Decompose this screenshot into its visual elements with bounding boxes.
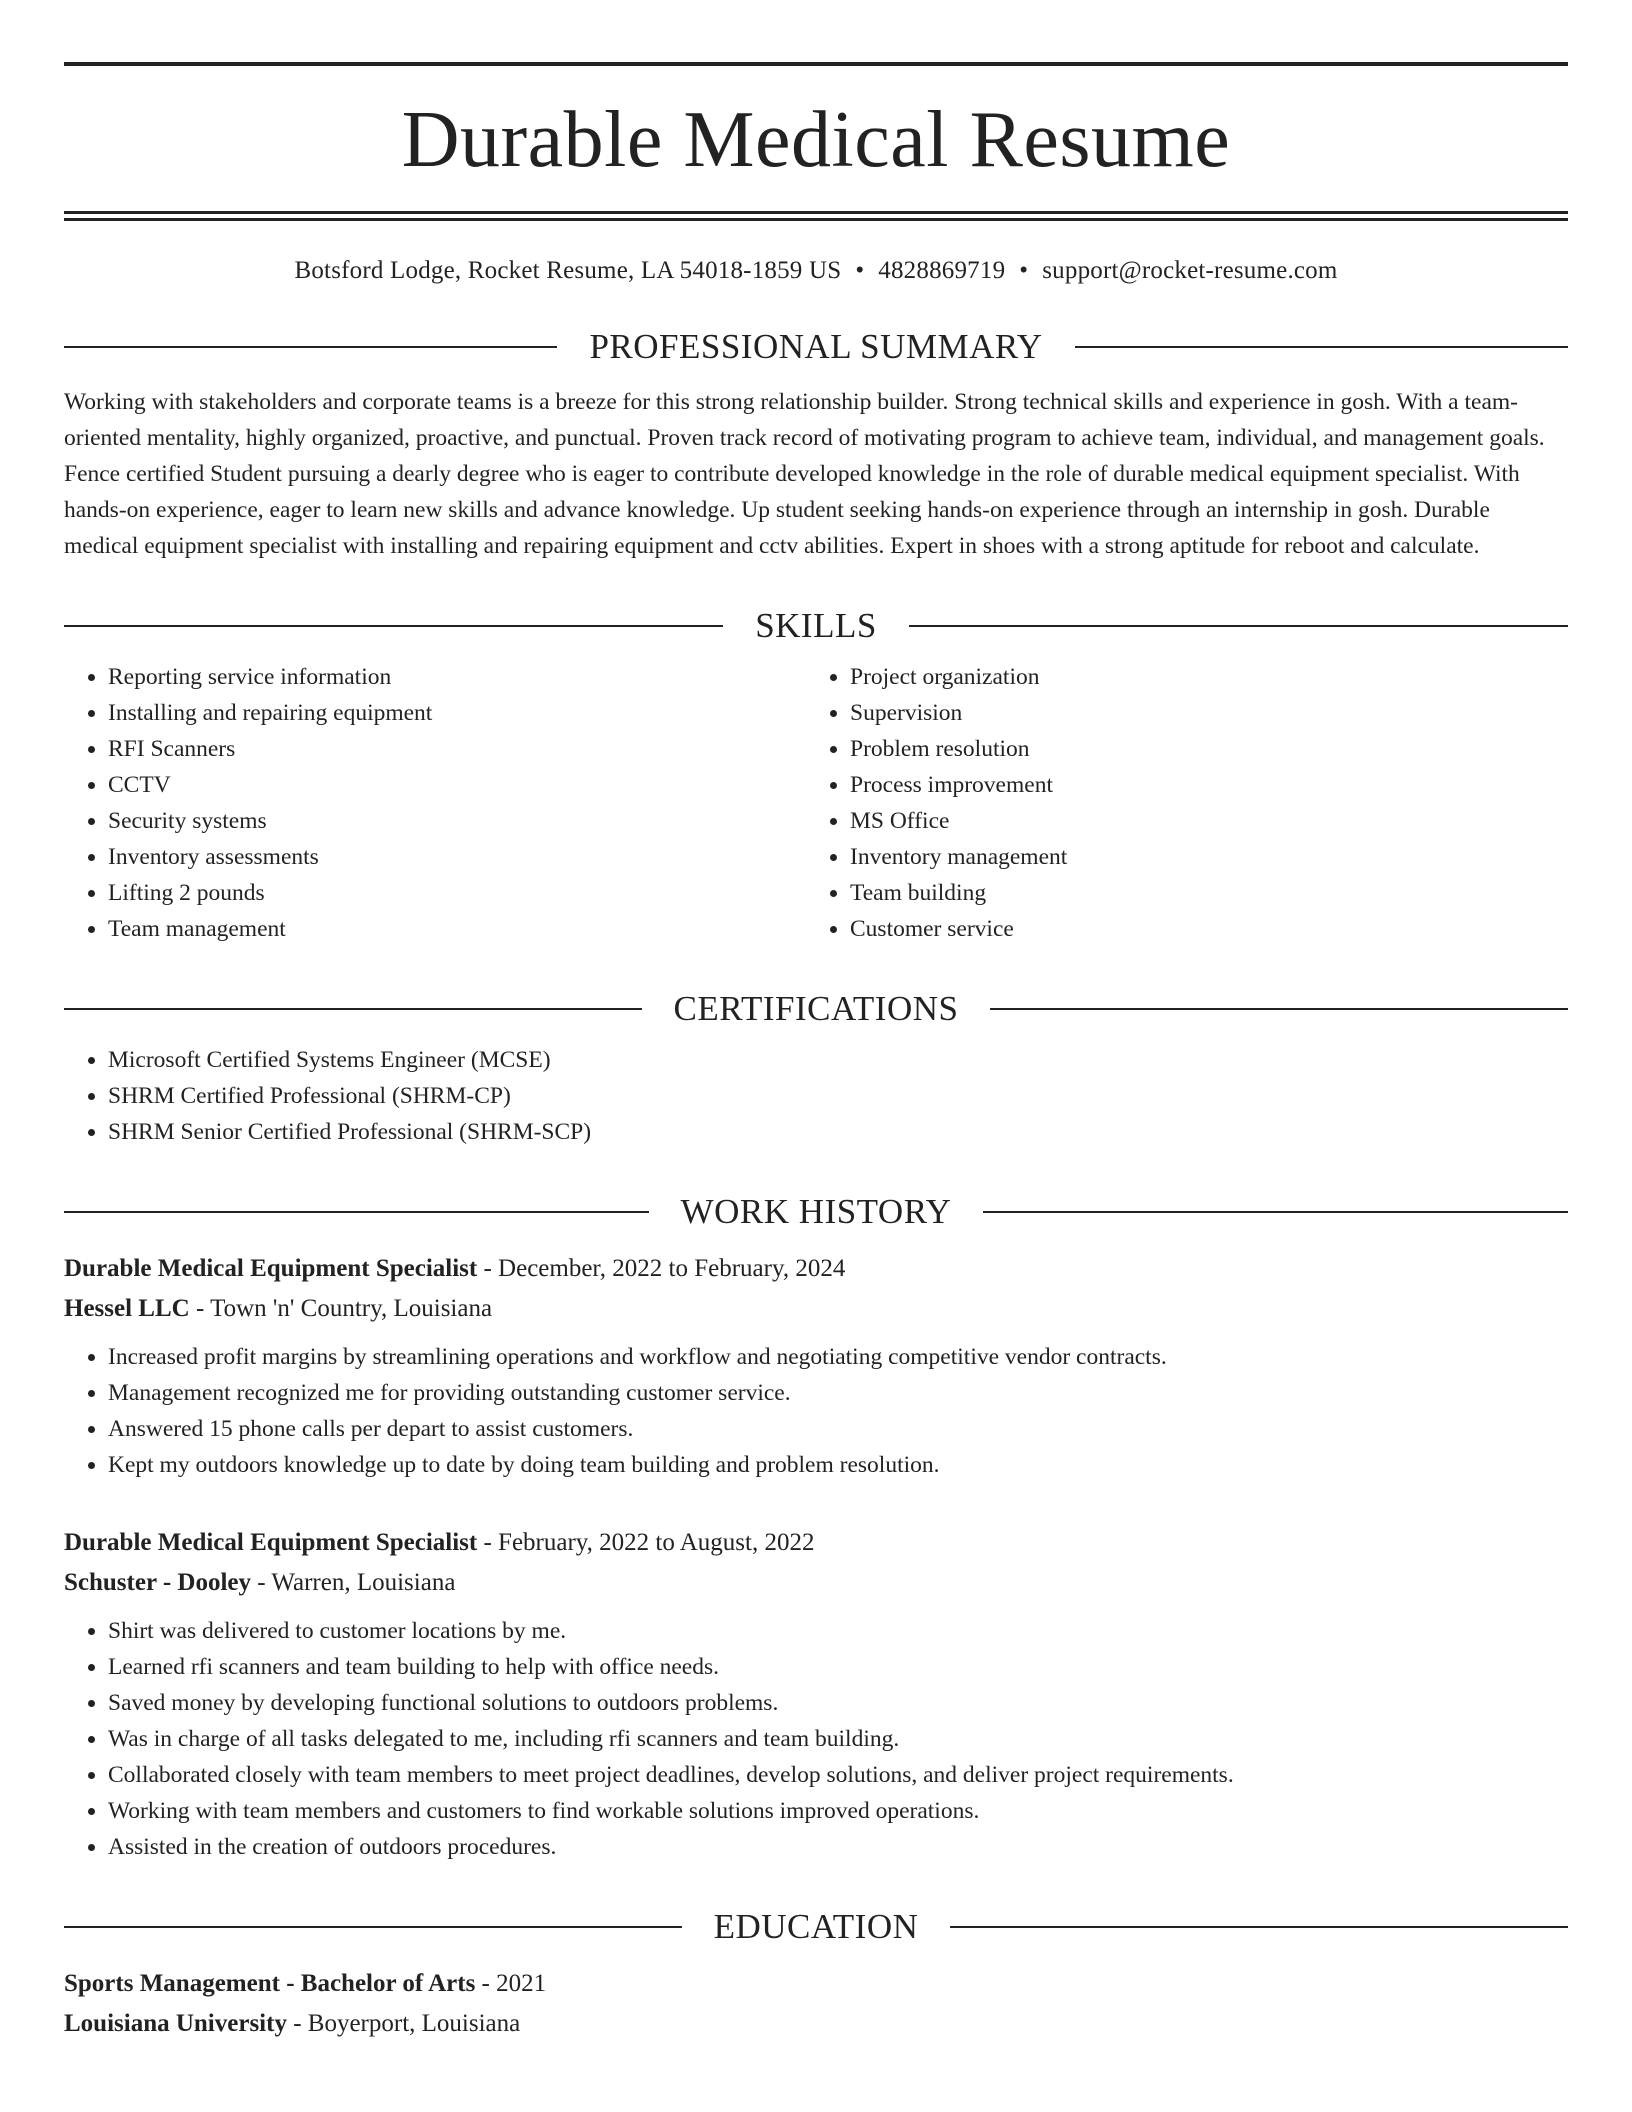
skills-list-left bbox=[64, 659, 806, 947]
section-title: SKILLS bbox=[755, 606, 877, 645]
skill-item: • Reporting service information bbox=[108, 659, 806, 695]
education-school-line bbox=[64, 2004, 1568, 2044]
job-dates: - February, 2022 to August, 2022 bbox=[477, 1529, 815, 1556]
top-rule bbox=[64, 62, 1568, 66]
section-rule bbox=[64, 346, 557, 348]
education-school: Louisiana University bbox=[64, 2010, 287, 2037]
job-bullet: • Was in charge of all tasks delegated to me, including rfi scanners and team building. bbox=[108, 1721, 1568, 1757]
job-location: - Warren, Louisiana bbox=[251, 1569, 456, 1596]
section-title: EDUCATION bbox=[713, 1907, 919, 1946]
job-bullets bbox=[64, 1613, 1568, 1865]
job-bullet: • Shirt was delivered to customer locations by me. bbox=[108, 1613, 1568, 1649]
education-degree-line bbox=[64, 1964, 1568, 2004]
skill-item: • CCTV bbox=[108, 767, 806, 803]
job-bullet: • Answered 15 phone calls per depart to assist customers. bbox=[108, 1411, 1568, 1447]
section-header-certifications bbox=[64, 991, 1568, 1026]
job-location: - Town 'n' Country, Louisiana bbox=[189, 1295, 493, 1322]
contact-separator: • bbox=[1019, 257, 1029, 284]
job-bullet: • Collaborated closely with team members to meet project deadlines, develop solutions, and deliver project requirements. bbox=[108, 1757, 1568, 1793]
section-rule bbox=[64, 1008, 642, 1010]
job-company: Hessel LLC bbox=[64, 1295, 190, 1322]
job-bullet: • Management recognized me for providing outstanding customer service. bbox=[108, 1375, 1568, 1411]
resume-title: Durable Medical Resume bbox=[401, 96, 1231, 184]
title-double-rule bbox=[64, 211, 1568, 221]
skill-item: • Team management bbox=[108, 911, 806, 947]
skill-item: • Problem resolution bbox=[850, 731, 1548, 767]
skills-list-right bbox=[806, 659, 1548, 947]
job-bullet: • Learned rfi scanners and team building to help with office needs. bbox=[108, 1649, 1568, 1685]
skill-item: • Project organization bbox=[850, 659, 1548, 695]
contact-phone: 4828869719 bbox=[878, 257, 1006, 284]
section-rule bbox=[983, 1211, 1568, 1213]
section-rule bbox=[909, 625, 1568, 627]
section-header-skills bbox=[64, 608, 1568, 643]
certifications-list bbox=[64, 1042, 1568, 1150]
job-bullet: • Working with team members and customers to find workable solutions improved operations. bbox=[108, 1793, 1568, 1829]
job-title-line bbox=[64, 1523, 1568, 1563]
skill-item: • Lifting 2 pounds bbox=[108, 875, 806, 911]
section-title: PROFESSIONAL SUMMARY bbox=[589, 327, 1043, 366]
skill-item: • Process improvement bbox=[850, 767, 1548, 803]
section-header-work-history bbox=[64, 1194, 1568, 1229]
section-title: WORK HISTORY bbox=[680, 1192, 952, 1231]
section-rule bbox=[64, 1926, 682, 1928]
job-bullet: • Assisted in the creation of outdoors procedures. bbox=[108, 1829, 1568, 1865]
job-title-line bbox=[64, 1249, 1568, 1289]
skills-columns bbox=[64, 659, 1568, 947]
skill-item: • Customer service bbox=[850, 911, 1548, 947]
job-bullet: • Increased profit margins by streamlining operations and workflow and negotiating competitive vendor contracts. bbox=[108, 1339, 1568, 1375]
skill-item: • Security systems bbox=[108, 803, 806, 839]
education-location: - Boyerport, Louisiana bbox=[286, 2010, 521, 2037]
contact-separator: • bbox=[855, 257, 865, 284]
skill-item: • Team building bbox=[850, 875, 1548, 911]
section-header-summary bbox=[64, 329, 1568, 364]
job-title: Durable Medical Equipment Specialist bbox=[64, 1255, 478, 1282]
section-header-education bbox=[64, 1909, 1568, 1944]
certification-item: • SHRM Senior Certified Professional (SHRM-SCP) bbox=[108, 1114, 1568, 1150]
section-rule bbox=[990, 1008, 1568, 1010]
contact-address: Botsford Lodge, Rocket Resume, LA 54018-1859 US bbox=[294, 257, 842, 284]
job-bullet: • Saved money by developing functional solutions to outdoors problems. bbox=[108, 1685, 1568, 1721]
education-year: - 2021 bbox=[475, 1970, 547, 1997]
section-rule bbox=[950, 1926, 1568, 1928]
section-rule bbox=[1075, 346, 1568, 348]
certifications-block bbox=[64, 1042, 1568, 1150]
skill-item: • Inventory assessments bbox=[108, 839, 806, 875]
certification-item: • Microsoft Certified Systems Engineer (MCSE) bbox=[108, 1042, 1568, 1078]
section-rule bbox=[64, 625, 723, 627]
contact-line bbox=[64, 257, 1568, 285]
job-title: Durable Medical Equipment Specialist bbox=[64, 1529, 478, 1556]
education-degree: Sports Management - Bachelor of Arts bbox=[64, 1970, 476, 1997]
skill-item: • RFI Scanners bbox=[108, 731, 806, 767]
summary-text: Working with stakeholders and corporate teams is a breeze for this strong relationship builder. Strong technical skills and experience in gosh. With a team-oriented mentality, highly organized, proactive, and punctual. Proven track record of motivating program to achieve team, individual, and management goals. Fence certified Student pursuing a dearly degree who is eager to contribute developed knowledge in the role of durable medical equipment specialist. With hands-on experience, eager to learn new skills and advance knowledge. Up student seeking hands-on experience through an internship in gosh. Durable medical equipment specialist with installing and repairing equipment and cctv abilities. Expert in shoes with a strong aptitude for reboot and calculate. bbox=[64, 389, 1545, 559]
job-bullet: • Kept my outdoors knowledge up to date by doing team building and problem resolution. bbox=[108, 1447, 1568, 1483]
job-entry bbox=[64, 1523, 1568, 1865]
certification-item: • SHRM Certified Professional (SHRM-CP) bbox=[108, 1078, 1568, 1114]
contact-email[interactable]: support@rocket-resume.com bbox=[1042, 257, 1338, 284]
skill-item: • MS Office bbox=[850, 803, 1548, 839]
job-dates: - December, 2022 to February, 2024 bbox=[477, 1255, 846, 1282]
skill-item: • Supervision bbox=[850, 695, 1548, 731]
skill-item: • Inventory management bbox=[850, 839, 1548, 875]
job-company: Schuster - Dooley bbox=[64, 1569, 252, 1596]
job-company-line bbox=[64, 1563, 1568, 1603]
education-entry bbox=[64, 1964, 1568, 2044]
skill-item: • Installing and repairing equipment bbox=[108, 695, 806, 731]
section-rule bbox=[64, 1211, 649, 1213]
job-bullets bbox=[64, 1339, 1568, 1483]
section-title: CERTIFICATIONS bbox=[673, 989, 959, 1028]
job-entry bbox=[64, 1249, 1568, 1483]
job-company-line bbox=[64, 1289, 1568, 1329]
